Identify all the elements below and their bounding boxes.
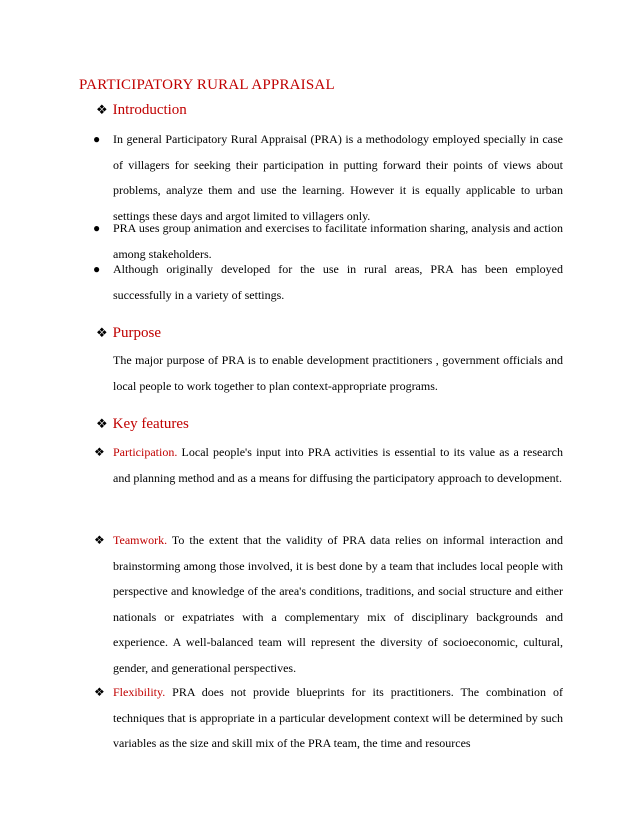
four-diamond-icon: ❖: [96, 325, 108, 340]
document-title: PARTICIPATORY RURAL APPRAISAL: [79, 77, 335, 93]
feature-flexibility-label: Flexibility.: [113, 685, 166, 699]
introduction-bullet-3: Although originally developed for the use in rural areas, PRA has been employed successfully in a variety of settings.: [113, 262, 563, 302]
key-features-heading-label: Key features: [112, 416, 189, 432]
four-diamond-icon: ❖: [94, 685, 105, 699]
bullet-icon: ●: [93, 221, 101, 235]
introduction-heading-label: Introduction: [112, 102, 187, 118]
feature-teamwork-text: To the extent that the validity of PRA data relies on informal interaction and brainstorming among those involved, it is best done by a team that includes local people with perspective and knowledge of the area's conditions, traditions, and social structure and either nationals or expatriates with a complementary mix of disciplinary backgrounds and experience. A well-balanced team will represent the diversity of socioeconomic, cultural, gender, and generational perspectives.: [113, 533, 563, 675]
key-features-heading: [96, 416, 189, 433]
introduction-bullet-1: In general Participatory Rural Appraisal (PRA) is a methodology employed specially in case of villagers for seeking their participation in putting forward their points of views about problems, analyze them and use the learning. However it is equally applicable to urban settings these days and argot limited to villagers only.: [113, 132, 563, 223]
feature-teamwork-label: Teamwork.: [113, 533, 168, 547]
purpose-heading: [96, 325, 161, 342]
feature-participation-text: Local people's input into PRA activities is essential to its value as a research and planning method and as a means for diffusing the participatory approach to development.: [113, 445, 563, 485]
feature-flexibility: [113, 680, 563, 757]
four-diamond-icon: ❖: [94, 445, 105, 459]
feature-teamwork: [113, 528, 563, 681]
four-diamond-icon: ❖: [96, 102, 108, 117]
bullet-icon: ●: [93, 132, 101, 146]
bullet-icon: ●: [93, 262, 101, 276]
feature-participation-label: Participation.: [113, 445, 178, 459]
introduction-heading: [96, 102, 187, 119]
feature-flexibility-text: PRA does not provide blueprints for its practitioners. The combination of techniques that is appropriate in a particular development context will be determined by such variables as the size and skill mix of the PRA team, the time and resources: [113, 685, 563, 750]
introduction-bullet-2: PRA uses group animation and exercises to facilitate information sharing, analysis and action among stakeholders.: [113, 221, 563, 261]
four-diamond-icon: ❖: [94, 533, 105, 547]
four-diamond-icon: ❖: [96, 416, 108, 431]
purpose-heading-label: Purpose: [112, 325, 161, 341]
purpose-body: The major purpose of PRA is to enable development practitioners , government officials and local people to work together to plan context-appropriate programs.: [113, 353, 563, 393]
feature-participation: [113, 440, 563, 491]
